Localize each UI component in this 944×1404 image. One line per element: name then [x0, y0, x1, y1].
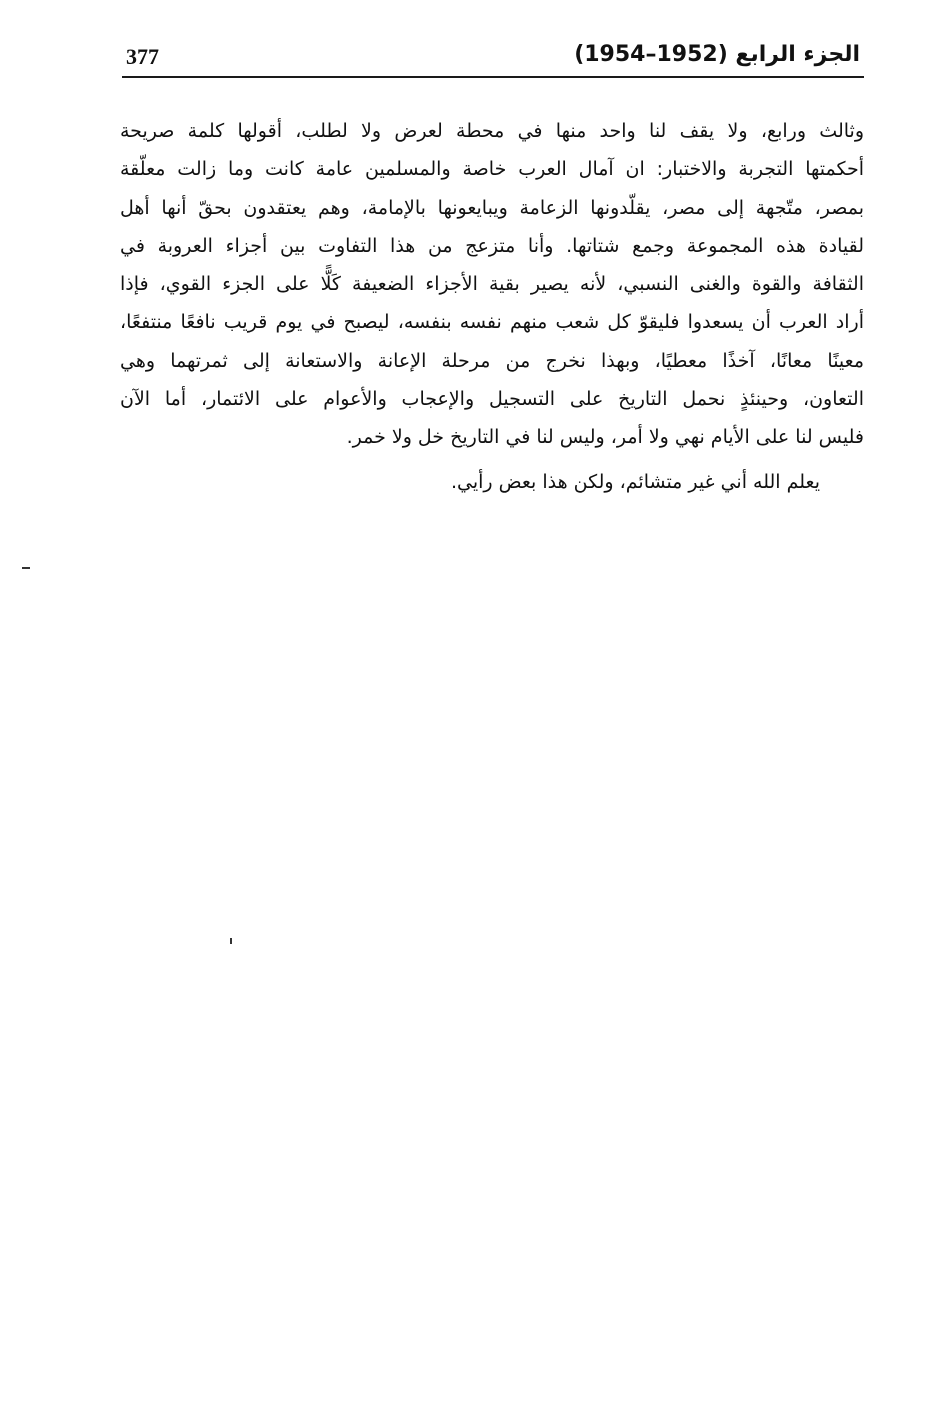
text-line: التعاون، وحينئذٍ نحمل التاريخ على التسجيل والإعجاب والأعوام على الائتمار، أما الآن [120, 388, 864, 411]
paragraph [120, 112, 864, 457]
text-line: وثالث ورابع، ولا يقف لنا واحد منها في محطة لعرض ولا لطلب، أقولها كلمة صريحة [120, 120, 864, 142]
scan-mark [22, 567, 30, 569]
page-header [122, 40, 864, 78]
scan-mark [230, 938, 232, 944]
text-line: أحكمتها التجربة والاختبار: ان آمال العرب خاصة والمسلمين عامة كانت وما زالت معلّقة [120, 158, 864, 181]
text-line: أراد العرب أن يسعدوا فليقوّ كل شعب منهم نفسه بنفسه، ليصبح في يوم قريب نافعًا منتفعًا، [120, 311, 864, 334]
closing-paragraph [120, 463, 864, 501]
text-line: يعلم الله أني غير متشائم، ولكن هذا بعض رأيي. [450, 470, 820, 493]
text-line: لقيادة هذه المجموعة وجمع شتاتها. وأنا متزعج من هذا التفاوت بين أجزاء العروبة في [120, 234, 864, 257]
body-text [120, 112, 864, 501]
text-line: الثقافة والقوة والغنى النسبي، لأنه يصير بقية الأجزاء الضعيفة كَلًّا على الجزء القوي، فإذا [120, 273, 864, 296]
text-line: بمصر، متّجهة إلى مصر، يقلّدونها الزعامة ويبايعونها بالإمامة، وهم يعتقدون بحقّ أنها أهل [120, 196, 864, 219]
text-line: فليس لنا على الأيام نهي ولا أمر، وليس لنا في التاريخ خل ولا خمر. [346, 426, 864, 449]
page-number: 377 [126, 44, 159, 69]
running-title: الجزء الرابع (1952–1954) [574, 42, 860, 67]
text-line: معينًا معانًا، آخذًا معطيًا، وبهذا نخرج من مرحلة الإعانة والاستعانة إلى ثمرتهما وهي [120, 349, 864, 372]
